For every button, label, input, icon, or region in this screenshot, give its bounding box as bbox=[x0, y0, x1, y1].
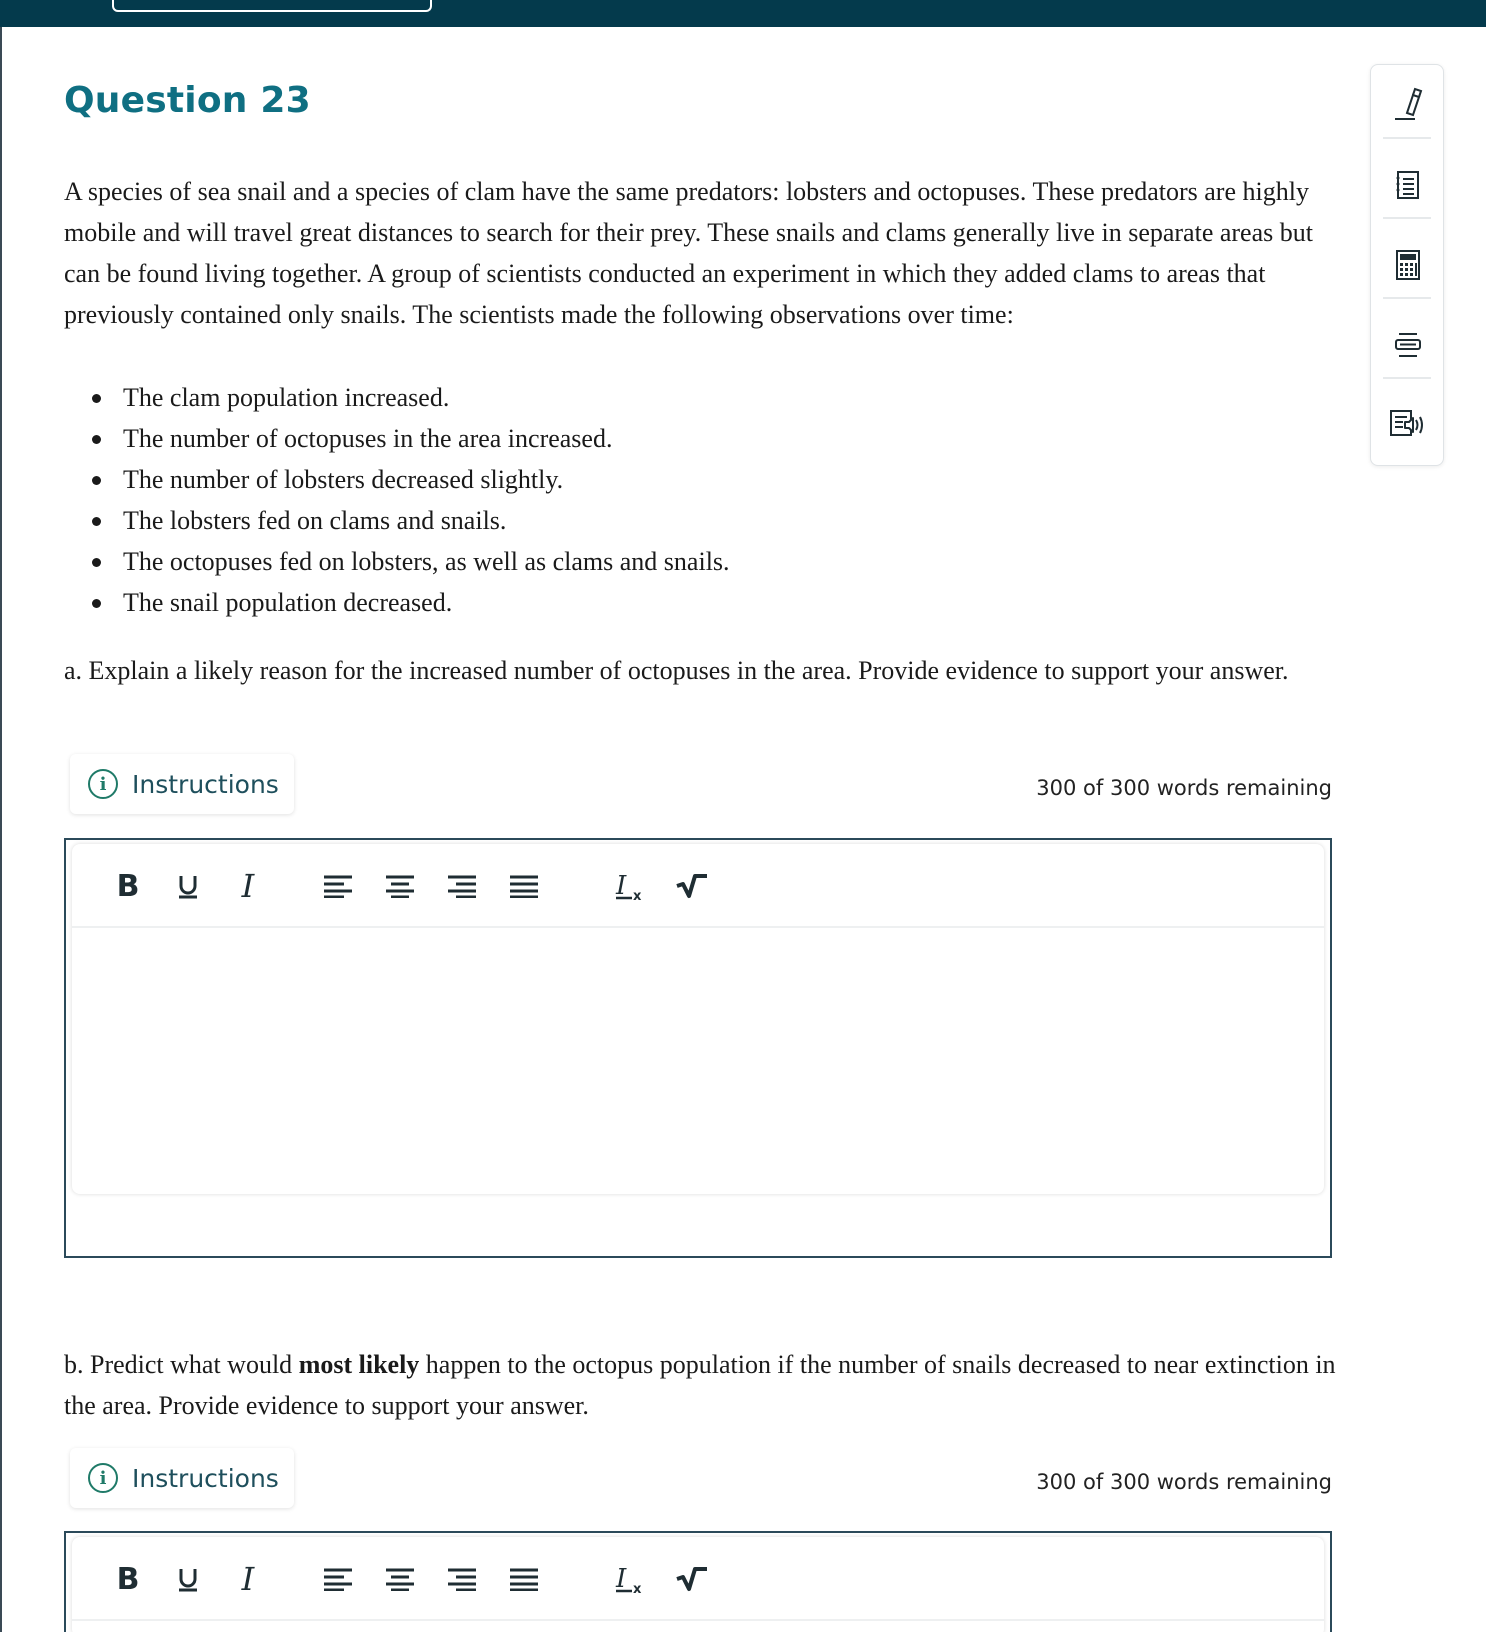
observations-list bbox=[64, 377, 1324, 623]
italic-icon: I bbox=[241, 867, 255, 905]
divider bbox=[1383, 297, 1431, 299]
align-left-button[interactable] bbox=[318, 1559, 358, 1599]
notepad-button[interactable] bbox=[1371, 145, 1445, 225]
svg-text:I: I bbox=[616, 871, 627, 901]
question-stem: A species of sea snail and a species of clam have the same predators: lobsters and octopuses. These predators are highly mobile and will travel great distances to search for their prey. These snails and clams generally live in separate areas but can be found living together. A group of scientists conducted an experiment in which they added clams to areas that previously contained only snails. The scientists made the following observations over time: bbox=[64, 177, 1313, 329]
part-a-prompt: a. Explain a likely reason for the increased number of octopuses in the area. Provide evidence to support your answer. bbox=[64, 656, 1289, 685]
bold-button[interactable] bbox=[108, 1559, 148, 1599]
divider bbox=[1383, 137, 1431, 139]
calculator-button[interactable] bbox=[1371, 225, 1445, 305]
square-root-icon bbox=[675, 872, 709, 900]
svg-text:x: x bbox=[633, 1582, 642, 1595]
instructions-label: Instructions bbox=[132, 769, 279, 799]
calculator-icon bbox=[1395, 249, 1421, 281]
response-editor-a[interactable] bbox=[64, 838, 1332, 1258]
underline-icon bbox=[176, 1565, 200, 1593]
align-right-button[interactable] bbox=[442, 1559, 482, 1599]
align-left-icon bbox=[322, 1567, 354, 1591]
list-item: The octopuses fed on lobsters, as well as clams and snails. bbox=[64, 541, 1324, 582]
line-reader-icon bbox=[1393, 331, 1423, 359]
question-title: Question 23 bbox=[64, 80, 311, 121]
svg-text:I: I bbox=[616, 1564, 627, 1594]
left-border bbox=[0, 27, 2, 1632]
align-left-icon bbox=[322, 874, 354, 898]
part-b-prompt-start: b. Predict what would bbox=[64, 1350, 299, 1379]
word-count: 300 of 300 words remaining bbox=[1036, 1470, 1332, 1494]
response-editor-b[interactable] bbox=[64, 1531, 1332, 1632]
divider bbox=[1383, 377, 1431, 379]
align-center-icon bbox=[384, 1567, 416, 1591]
clear-format-icon bbox=[614, 870, 646, 902]
highlighter-button[interactable] bbox=[1371, 65, 1445, 145]
text-to-speech-button[interactable] bbox=[1371, 383, 1445, 463]
instructions-label: Instructions bbox=[132, 1463, 279, 1493]
underline-button[interactable] bbox=[168, 1559, 208, 1599]
align-justify-button[interactable] bbox=[504, 866, 544, 906]
notepad-icon bbox=[1395, 170, 1421, 200]
clear-format-button[interactable] bbox=[610, 1559, 650, 1599]
part-b-prompt-end: happen to the octopus population if the number of snails decreased to near extinction in the area. Provide evidence to support your answer. bbox=[64, 1350, 1336, 1420]
italic-button[interactable] bbox=[228, 866, 268, 906]
clear-format-button[interactable] bbox=[610, 866, 650, 906]
list-item: The number of octopuses in the area increased. bbox=[64, 418, 1324, 459]
align-center-button[interactable] bbox=[380, 1559, 420, 1599]
align-right-icon bbox=[446, 874, 478, 898]
list-item: The snail population decreased. bbox=[64, 582, 1324, 623]
line-reader-button[interactable] bbox=[1371, 305, 1445, 385]
editor-frame bbox=[72, 1537, 1324, 1632]
text-to-speech-icon bbox=[1389, 408, 1427, 438]
underline-icon bbox=[176, 872, 200, 900]
editor-toolbar bbox=[72, 1537, 1324, 1621]
align-justify-button[interactable] bbox=[504, 1559, 544, 1599]
bold-icon: B bbox=[116, 1561, 140, 1597]
word-count: 300 of 300 words remaining bbox=[1036, 776, 1332, 800]
divider bbox=[1383, 217, 1431, 219]
top-bar-tab[interactable] bbox=[112, 0, 432, 12]
editor-frame bbox=[72, 844, 1324, 1194]
list-item: The lobsters fed on clams and snails. bbox=[64, 500, 1324, 541]
italic-icon: I bbox=[241, 1560, 255, 1598]
instructions-button[interactable] bbox=[70, 1448, 294, 1508]
align-center-icon bbox=[384, 874, 416, 898]
info-icon: i bbox=[88, 1463, 118, 1493]
align-center-button[interactable] bbox=[380, 866, 420, 906]
instructions-button[interactable] bbox=[70, 754, 294, 814]
bold-button[interactable] bbox=[108, 866, 148, 906]
square-root-button[interactable] bbox=[672, 866, 712, 906]
top-bar bbox=[0, 0, 1486, 27]
info-icon: i bbox=[88, 769, 118, 799]
align-right-icon bbox=[446, 1567, 478, 1591]
align-right-button[interactable] bbox=[442, 866, 482, 906]
side-tools-panel bbox=[1370, 64, 1444, 466]
list-item: The clam population increased. bbox=[64, 377, 1324, 418]
highlighter-icon bbox=[1391, 87, 1425, 123]
square-root-icon bbox=[675, 1565, 709, 1593]
part-b-prompt bbox=[64, 1344, 1349, 1426]
align-justify-icon bbox=[508, 874, 540, 898]
clear-format-icon bbox=[614, 1563, 646, 1595]
svg-text:x: x bbox=[633, 889, 642, 902]
underline-button[interactable] bbox=[168, 866, 208, 906]
editor-toolbar bbox=[72, 844, 1324, 928]
align-justify-icon bbox=[508, 1567, 540, 1591]
italic-button[interactable] bbox=[228, 1559, 268, 1599]
part-b-prompt-emphasis: most likely bbox=[298, 1350, 420, 1379]
square-root-button[interactable] bbox=[672, 1559, 712, 1599]
bold-icon: B bbox=[116, 868, 140, 904]
list-item: The number of lobsters decreased slightly. bbox=[64, 459, 1324, 500]
align-left-button[interactable] bbox=[318, 866, 358, 906]
